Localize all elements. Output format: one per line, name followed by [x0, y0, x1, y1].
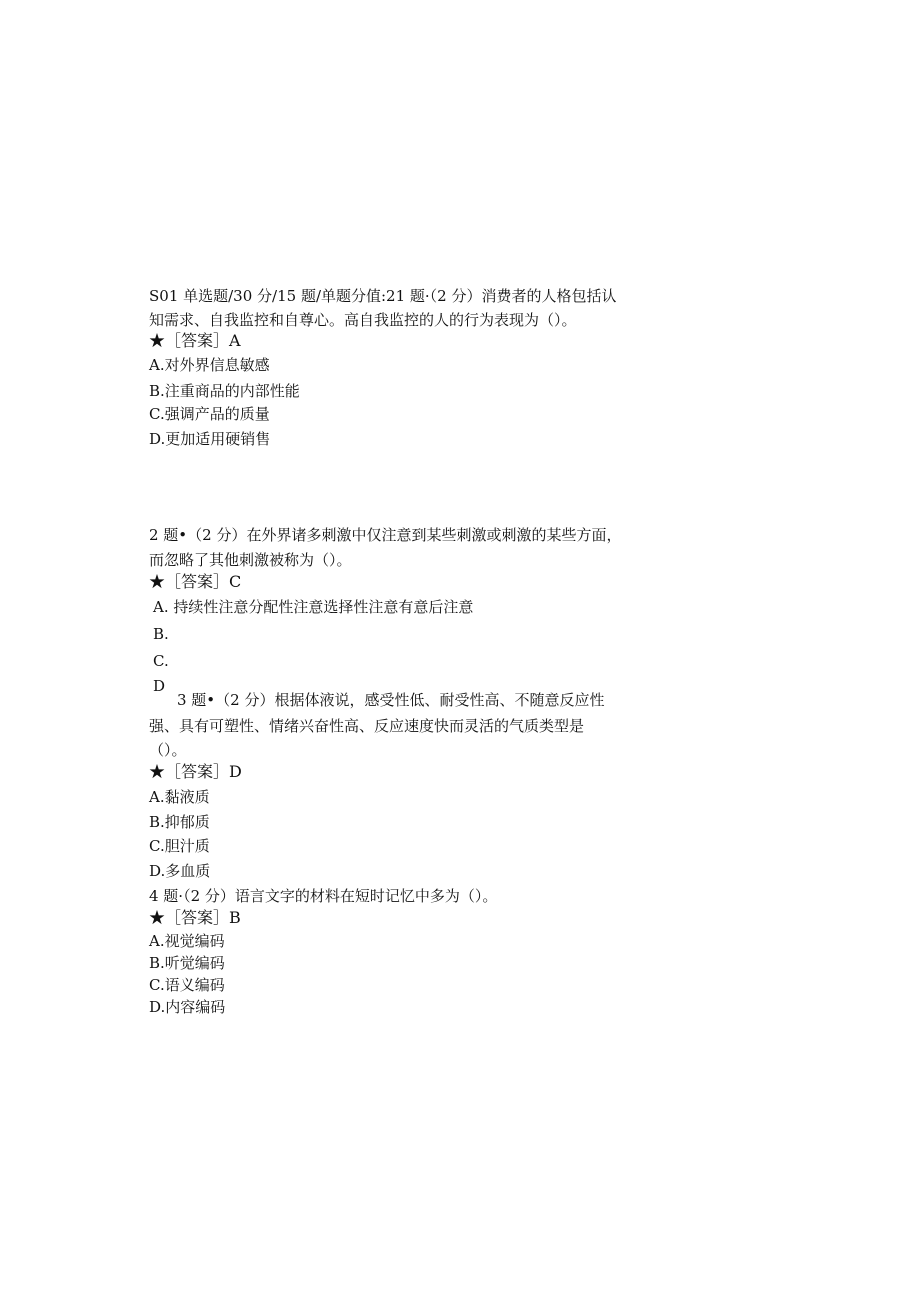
- question-2-stem-line-2: 而忽略了其他刺激被称为（）。: [149, 551, 352, 569]
- question-4-option-b: B.听觉编码: [149, 954, 225, 972]
- question-2-answer: ★［答案］C: [149, 572, 242, 591]
- question-2-option-a: A. 持续性注意分配性注意选择性注意有意后注意: [153, 598, 474, 616]
- question-4-option-a: A.视觉编码: [149, 932, 225, 950]
- question-2-option-d-clipped: D: [153, 677, 166, 695]
- question-1-stem-line-2: 知需求、自我监控和自尊心。高自我监控的人的行为表现为（）。: [149, 311, 577, 329]
- question-3-answer: ★［答案］D: [149, 762, 242, 781]
- question-1-option-b: B.注重商品的内部性能: [149, 382, 300, 400]
- question-1-answer: ★［答案］A: [149, 331, 241, 350]
- question-4-stem-line-1: 4 题·（2 分）语言文字的材料在短时记忆中多为（）。: [149, 887, 498, 905]
- question-4-option-c: C.语义编码: [149, 976, 225, 994]
- question-3-option-a: A.黏液质: [149, 788, 210, 806]
- question-3-option-b: B.抑郁质: [149, 813, 210, 831]
- question-1-option-d: D.更加适用硬销售: [149, 430, 271, 448]
- question-4-option-d: D.内容编码: [149, 998, 226, 1016]
- question-1-stem-line-1: S01 单选题/30 分/15 题/单题分值:21 题·（2 分）消费者的人格包括认: [149, 287, 617, 305]
- question-3-option-d: D.多血质: [149, 862, 211, 880]
- question-2-option-b: B.: [153, 625, 169, 643]
- question-4-answer: ★［答案］B: [149, 908, 241, 927]
- question-2-option-c: C.: [153, 652, 169, 670]
- question-3-option-c: C.胆汁质: [149, 837, 210, 855]
- question-2-stem-line-1: 2 题•（2 分）在外界诸多刺激中仅注意到某些刺激或刺激的某些方面，: [149, 526, 622, 544]
- question-3-stem-line-3: （）。: [149, 741, 187, 759]
- question-1-option-c: C.强调产品的质量: [149, 405, 270, 423]
- question-3-stem-line-1: 3 题•（2 分）根据体液说，感受性低、耐受性高、不随意反应性: [177, 691, 605, 709]
- question-3-stem-line-2: 强、具有可塑性、情绪兴奋性高、反应速度快而灵活的气质类型是: [149, 717, 585, 735]
- question-1-option-a: A.对外界信息敏感: [149, 356, 270, 374]
